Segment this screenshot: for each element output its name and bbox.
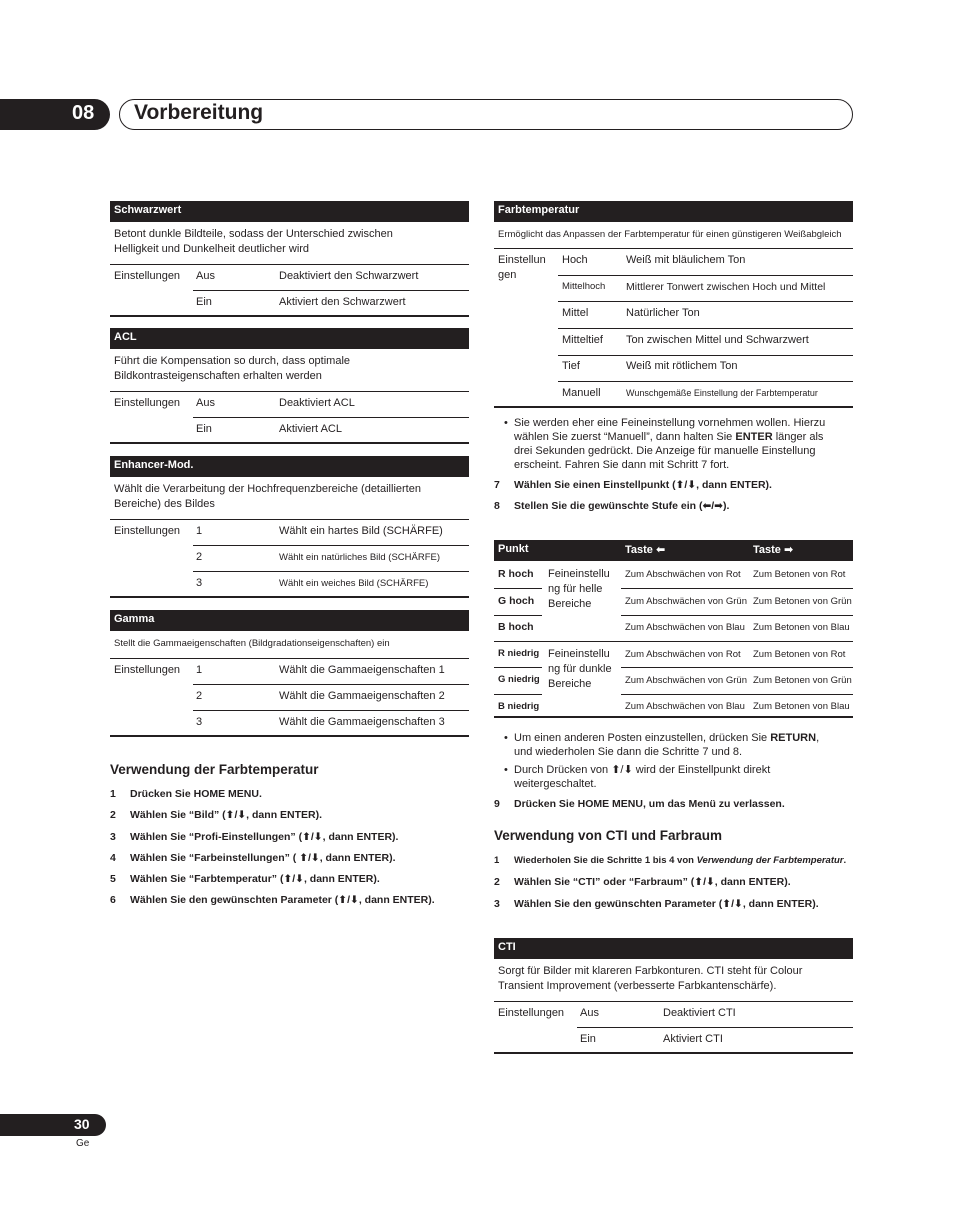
reference-italic: Verwendung der Farbtemperatur — [696, 855, 844, 866]
option-name: 2 — [196, 551, 203, 563]
option-name: Tief — [562, 360, 580, 372]
desc-line: Helligkeit und Dunkelheit deutlicher wird — [114, 243, 310, 255]
schwarzwert-description — [110, 222, 469, 265]
step-text: Drücken Sie HOME MENU. — [130, 788, 262, 800]
row-left: Zum Abschwächen von Blau — [625, 701, 745, 712]
settings-label: Einstellungen — [498, 1007, 565, 1019]
option-value: Deaktiviert den Schwarzwert — [279, 270, 419, 282]
chapter-number: 08 — [72, 102, 95, 124]
option-name: Ein — [196, 296, 212, 308]
gamma-description — [110, 631, 469, 659]
cti-title: CTI — [494, 938, 853, 959]
bullet-note — [494, 763, 854, 793]
option-value: Aktiviert CTI — [663, 1033, 723, 1045]
option-name: 3 — [196, 577, 203, 589]
cti-description — [494, 959, 853, 1002]
enhancer-description — [110, 477, 469, 520]
page-number-tab — [0, 1114, 106, 1136]
bullet-text — [514, 763, 770, 791]
option-name: 1 — [196, 664, 203, 676]
step-text: Wählen Sie den gewünschten Parameter (⬆/⬇, dann ENTER). — [514, 898, 819, 910]
enhancer-title: Enhancer-Mod. — [110, 456, 469, 477]
gamma-title: Gamma — [110, 610, 469, 631]
row-punkt: R hoch — [498, 568, 534, 580]
bullet-text — [514, 731, 819, 759]
row-right: Zum Betonen von Grün — [753, 596, 852, 607]
settings-row — [110, 392, 469, 418]
option-name: 3 — [196, 716, 203, 728]
header-taste-right: Taste ➡ — [753, 544, 794, 556]
step-text: Wählen Sie “Profi-Einstellungen” (⬆/⬇, dann ENTER). — [130, 831, 399, 843]
group-line: Feineinstellu — [548, 568, 610, 580]
row-punkt: R niedrig — [498, 648, 540, 659]
step-text: Drücken Sie HOME MENU, um das Menü zu verlassen. — [514, 798, 785, 810]
return-key-label: RETURN — [770, 732, 817, 744]
settings-row — [110, 659, 469, 685]
step-item — [494, 798, 854, 812]
cti-table — [494, 938, 853, 1054]
settings-label: Einstellungen — [114, 397, 181, 409]
step-text: Wählen Sie “Farbtemperatur” (⬆/⬇, dann ENTER). — [130, 873, 380, 885]
step-number: 2 — [494, 876, 500, 888]
chapter-title: Vorbereitung — [134, 101, 264, 124]
step-item — [110, 852, 470, 866]
acl-description — [110, 349, 469, 392]
bullet-line: drei Sekunden gedrückt. Die Anzeige für manuelle Einstellung — [514, 445, 816, 457]
farbtemperatur-description: Ermöglicht das Anpassen der Farbtemperatur für einen günstigeren Weißabgleich — [498, 229, 842, 240]
option-name: Mittel — [562, 307, 589, 319]
step-item — [494, 898, 854, 912]
gamma-table — [110, 610, 469, 737]
text-part: Wiederholen Sie die Schritte 1 bis 4 von — [514, 855, 697, 866]
option-value: Deaktiviert ACL — [279, 397, 355, 409]
desc-line: Führt die Kompensation so durch, dass optimale — [114, 355, 351, 367]
step-text: Wählen Sie “CTI” oder “Farbraum” (⬆/⬇, dann ENTER). — [514, 876, 791, 888]
option-value: Ton zwischen Mittel und Schwarzwert — [626, 334, 809, 346]
bullet-note — [494, 731, 854, 761]
farbtemperatur-table — [494, 201, 853, 411]
desc-line: Sorgt für Bilder mit klareren Farbkonturen. CTI steht für Colour — [498, 965, 803, 977]
punkt-table-header — [494, 540, 853, 561]
enhancer-table — [110, 456, 469, 598]
option-name: Ein — [196, 423, 212, 435]
settings-row — [494, 1002, 853, 1028]
bullet-line: Sie werden eher eine Feineinstellung vornehmen wollen. Hierzu — [514, 417, 826, 429]
option-value: Wählt die Gammaeigenschaften 3 — [279, 716, 445, 728]
step-text: Stellen Sie die gewünschte Stufe ein (⬅/➡). — [514, 500, 730, 512]
step-number: 9 — [494, 798, 500, 810]
step-number: 8 — [494, 500, 500, 512]
label-line: gen — [498, 269, 517, 281]
option-value: Natürlicher Ton — [626, 307, 700, 319]
step-text: Wählen Sie “Farbeinstellungen” ( ⬆/⬇, dann ENTER). — [130, 852, 396, 864]
group-line: ng für helle — [548, 583, 603, 595]
step-item — [110, 873, 470, 887]
row-right: Zum Betonen von Blau — [753, 701, 850, 712]
step-text: Wählen Sie den gewünschten Parameter (⬆/⬇, dann ENTER). — [130, 894, 435, 906]
option-name: Manuell — [562, 387, 601, 399]
step-text: Wählen Sie “Bild” (⬆/⬇, dann ENTER). — [130, 809, 323, 821]
row-punkt: G niedrig — [498, 674, 540, 685]
option-name: Aus — [580, 1007, 599, 1019]
option-value: Wählt ein weiches Bild (SCHÄRFE) — [279, 578, 429, 589]
step-item — [110, 809, 470, 823]
settings-label: Einstellungen — [114, 525, 181, 537]
step-number: 4 — [110, 852, 116, 864]
group-line: Bereiche — [548, 598, 592, 610]
language-code: Ge — [76, 1138, 90, 1149]
option-name: 2 — [196, 690, 203, 702]
settings-row — [110, 685, 469, 711]
settings-row — [110, 265, 469, 291]
desc-line: Stellt die Gammaeigenschaften (Bildgradationseigenschaften) ein — [114, 638, 390, 649]
row-left: Zum Abschwächen von Grün — [625, 596, 747, 607]
desc-line: Bildkontrasteigenschaften erhalten werden — [114, 370, 322, 382]
step-number: 1 — [110, 788, 116, 800]
option-value: Wählt die Gammaeigenschaften 2 — [279, 690, 445, 702]
settings-row — [110, 291, 469, 317]
settings-label: Einstellungen — [114, 664, 181, 676]
settings-row — [110, 546, 469, 572]
step-number: 7 — [494, 479, 500, 491]
settings-row — [494, 1028, 853, 1054]
step-item — [494, 855, 854, 869]
cti-heading: Verwendung von CTI und Farbraum — [494, 828, 723, 843]
bullet-text — [514, 416, 825, 472]
option-name: Aus — [196, 397, 215, 409]
option-value: Deaktiviert CTI — [663, 1007, 736, 1019]
row-right: Zum Betonen von Rot — [753, 569, 846, 580]
row-punkt: B hoch — [498, 621, 534, 633]
option-value: Wunschgemäße Einstellung der Farbtemperatur — [626, 388, 818, 398]
step-item — [494, 500, 854, 514]
step-item — [494, 876, 854, 890]
row-punkt: B niedrig — [498, 701, 540, 712]
bullet-line: weitergeschaltet. — [514, 778, 597, 790]
option-value: Aktiviert den Schwarzwert — [279, 296, 406, 308]
row-right: Zum Betonen von Grün — [753, 675, 852, 686]
desc-line: Wählt die Verarbeitung der Hochfrequenzbereiche (detaillierten — [114, 483, 421, 495]
farbtemperatur-title: Farbtemperatur — [494, 201, 853, 222]
acl-table — [110, 328, 469, 444]
desc-line: Bereiche) des Bildes — [114, 498, 215, 510]
row-left: Zum Abschwächen von Blau — [625, 622, 745, 633]
settings-row — [110, 572, 469, 598]
option-name: 1 — [196, 525, 203, 537]
option-name: Mitteltief — [562, 334, 603, 346]
step-text: Wählen Sie einen Einstellpunkt (⬆/⬇, dann ENTER). — [514, 479, 772, 491]
settings-label — [498, 253, 546, 283]
farbtemp-heading: Verwendung der Farbtemperatur — [110, 762, 319, 777]
option-value: Mittlerer Tonwert zwischen Hoch und Mittel — [626, 281, 826, 293]
option-name: Mittelhoch — [562, 281, 606, 292]
option-name: Hoch — [562, 254, 588, 266]
step-number: 6 — [110, 894, 116, 906]
settings-row — [110, 520, 469, 546]
step-item — [110, 788, 470, 802]
option-value: Wählt ein hartes Bild (SCHÄRFE) — [279, 525, 443, 537]
row-punkt: G hoch — [498, 595, 535, 607]
bullet-note — [494, 416, 854, 474]
text-part: Um einen anderen Posten einzustellen, drücken Sie — [514, 732, 771, 744]
group-line: ng für dunkle — [548, 663, 612, 675]
option-value: Wählt ein natürliches Bild (SCHÄRFE) — [279, 552, 441, 563]
group-label-lo — [548, 647, 612, 692]
row-right: Zum Betonen von Rot — [753, 649, 846, 660]
option-value: Weiß mit rötlichem Ton — [626, 360, 738, 372]
group-line: Bereiche — [548, 678, 592, 690]
settings-label: Einstellungen — [114, 270, 181, 282]
bullet-line: erscheint. Fahren Sie dann mit Schritt 7 fort. — [514, 459, 730, 471]
desc-line: Transient Improvement (verbesserte Farbkantenschärfe). — [498, 980, 777, 992]
schwarzwert-table — [110, 201, 469, 317]
step-number: 1 — [494, 855, 500, 866]
option-name: Ein — [580, 1033, 596, 1045]
bullet-dot: • — [504, 417, 508, 429]
settings-row — [110, 711, 469, 737]
row-left: Zum Abschwächen von Grün — [625, 675, 747, 686]
desc-line: Betont dunkle Bildteile, sodass der Unterschied zwischen — [114, 228, 393, 240]
text-part: wählen Sie zuerst “Manuell”, dann halten Sie — [514, 431, 736, 443]
row-left: Zum Abschwächen von Rot — [625, 569, 741, 580]
text-part: . — [843, 855, 847, 866]
header-taste-left: Taste ⬅ — [625, 544, 666, 556]
schwarzwert-title: Schwarzwert — [110, 201, 469, 222]
option-value: Aktiviert ACL — [279, 423, 342, 435]
acl-title: ACL — [110, 328, 469, 349]
step-item — [110, 894, 470, 908]
bullet-line: und wiederholen Sie dann die Schritte 7 und 8. — [514, 746, 743, 758]
step-item — [110, 831, 470, 845]
settings-row — [110, 418, 469, 444]
row-left: Zum Abschwächen von Rot — [625, 649, 741, 660]
header-punkt: Punkt — [498, 543, 529, 555]
group-line: Feineinstellu — [548, 648, 610, 660]
option-name: Aus — [196, 270, 215, 282]
step-item — [494, 479, 854, 493]
row-right: Zum Betonen von Blau — [753, 622, 850, 633]
option-value: Wählt die Gammaeigenschaften 1 — [279, 664, 445, 676]
step-text — [514, 855, 846, 866]
text-part: länger als — [772, 431, 824, 443]
step-number: 3 — [110, 831, 116, 843]
bullet-dot: • — [504, 764, 508, 776]
page-number: 30 — [74, 1116, 90, 1132]
bullet-dot: • — [504, 732, 508, 744]
text-part: , — [816, 732, 820, 744]
option-value: Weiß mit bläulichem Ton — [626, 254, 746, 266]
bullet-line: Durch Drücken von ⬆/⬇ wird der Einstellpunkt direkt — [514, 764, 771, 776]
enter-key-label: ENTER — [735, 431, 773, 443]
punkt-table — [494, 540, 853, 720]
step-number: 3 — [494, 898, 500, 910]
step-number: 2 — [110, 809, 116, 821]
step-number: 5 — [110, 873, 116, 885]
bullet-line — [514, 731, 819, 745]
label-line: Einstellun — [498, 254, 546, 266]
bullet-line — [514, 430, 825, 444]
group-label-hi — [548, 567, 610, 612]
